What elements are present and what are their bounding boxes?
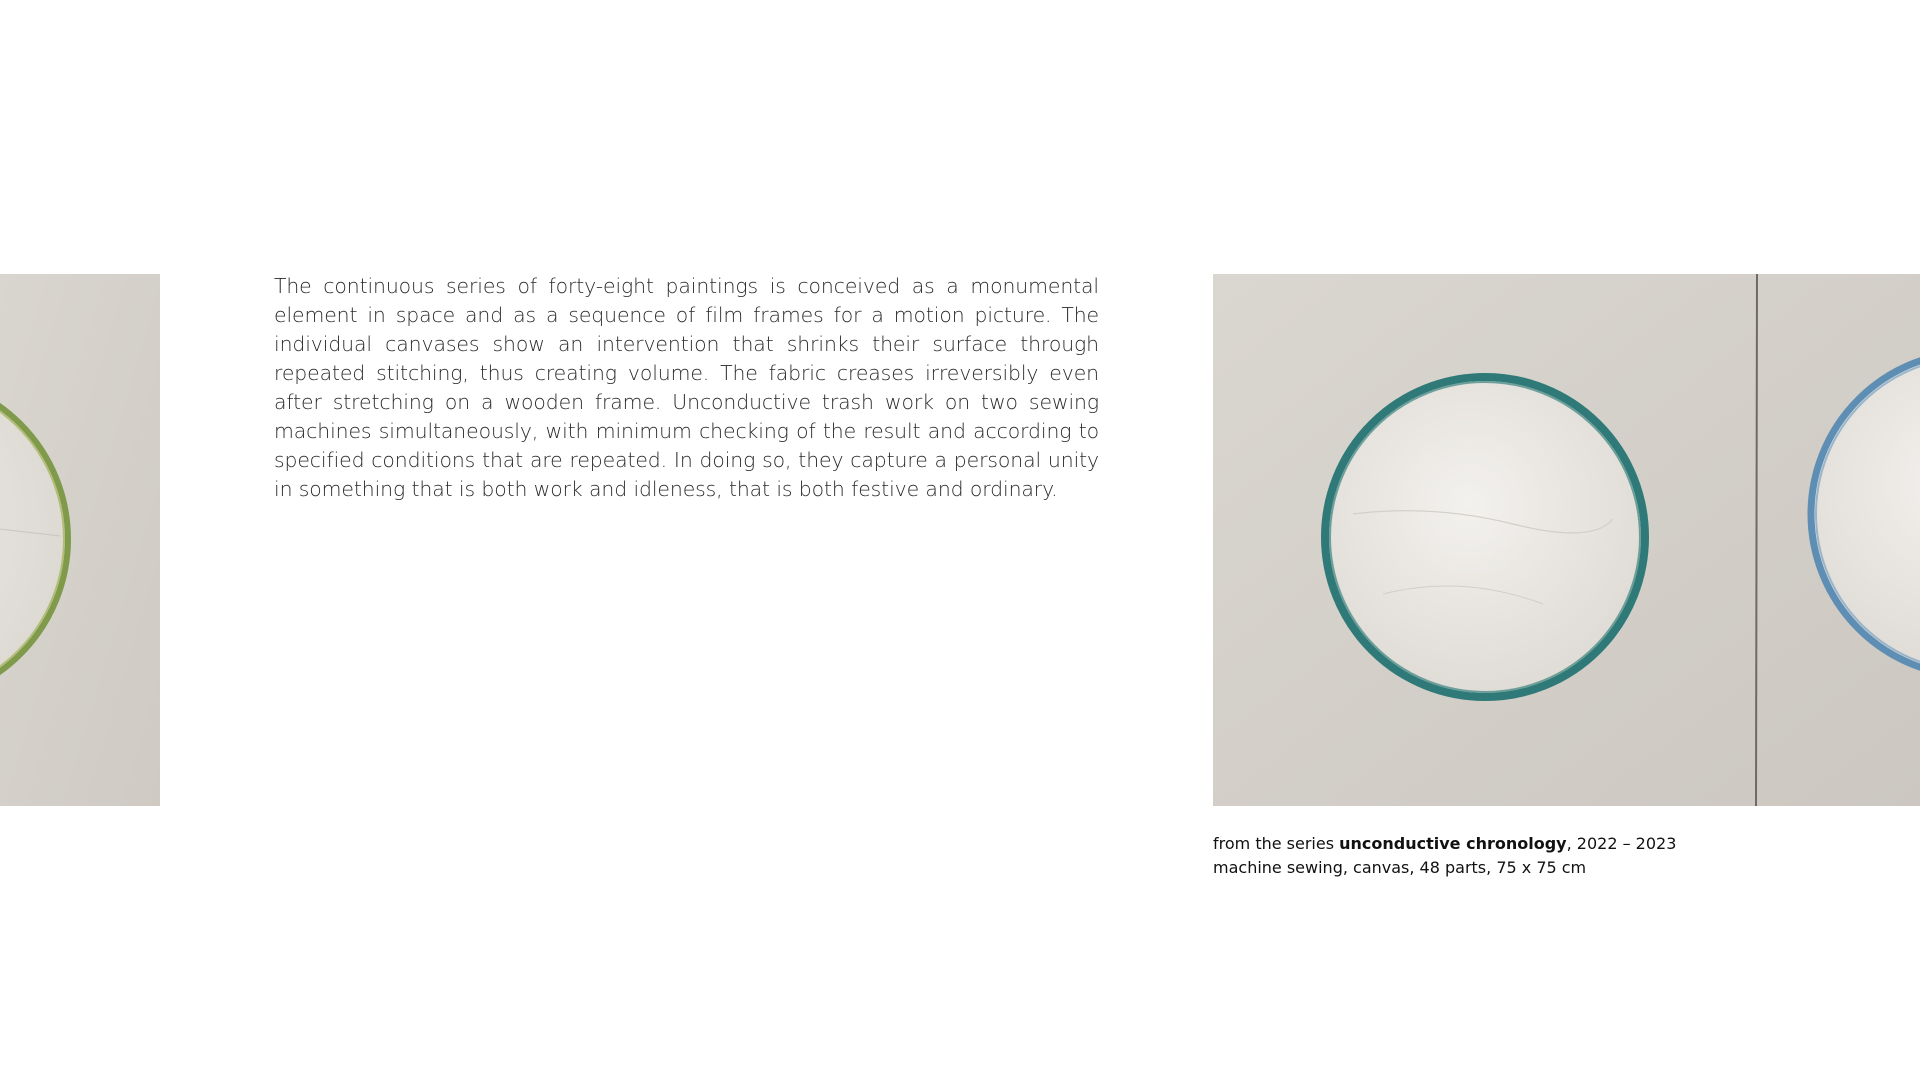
caption-years: , 2022 – 2023 <box>1566 834 1677 853</box>
artwork-image-right <box>1213 274 1920 806</box>
artwork-description: The continuous series of forty-eight paintings is conceived as a monumental element in space and as a sequence of film frames for a motion picture. The individual canvases show an intervention that shrinks their surface through repeated stitching, thus creating volume. The fabric creases irreversibly even after stretching on a wooden frame. Unconductive trash work on two sewing machines simultaneously, with minimum checking of the result and according to specified conditions that are repeated. In doing so, they capture a personal unity in something that is both work and idleness, that is both festive and ordinary. <box>274 274 1099 501</box>
caption-details: machine sewing, canvas, 48 parts, 75 x 75 cm <box>1213 858 1587 877</box>
artwork-caption <box>1213 832 1813 880</box>
artwork-right-svg <box>1213 274 1920 806</box>
caption-series-line <box>1213 832 1813 856</box>
caption-prefix: from the series <box>1213 834 1340 853</box>
artwork-image-left <box>0 274 160 806</box>
caption-series-title: unconductive chronology <box>1339 834 1567 853</box>
artwork-panel-divider <box>1756 274 1757 806</box>
artwork-left-svg <box>0 274 160 806</box>
